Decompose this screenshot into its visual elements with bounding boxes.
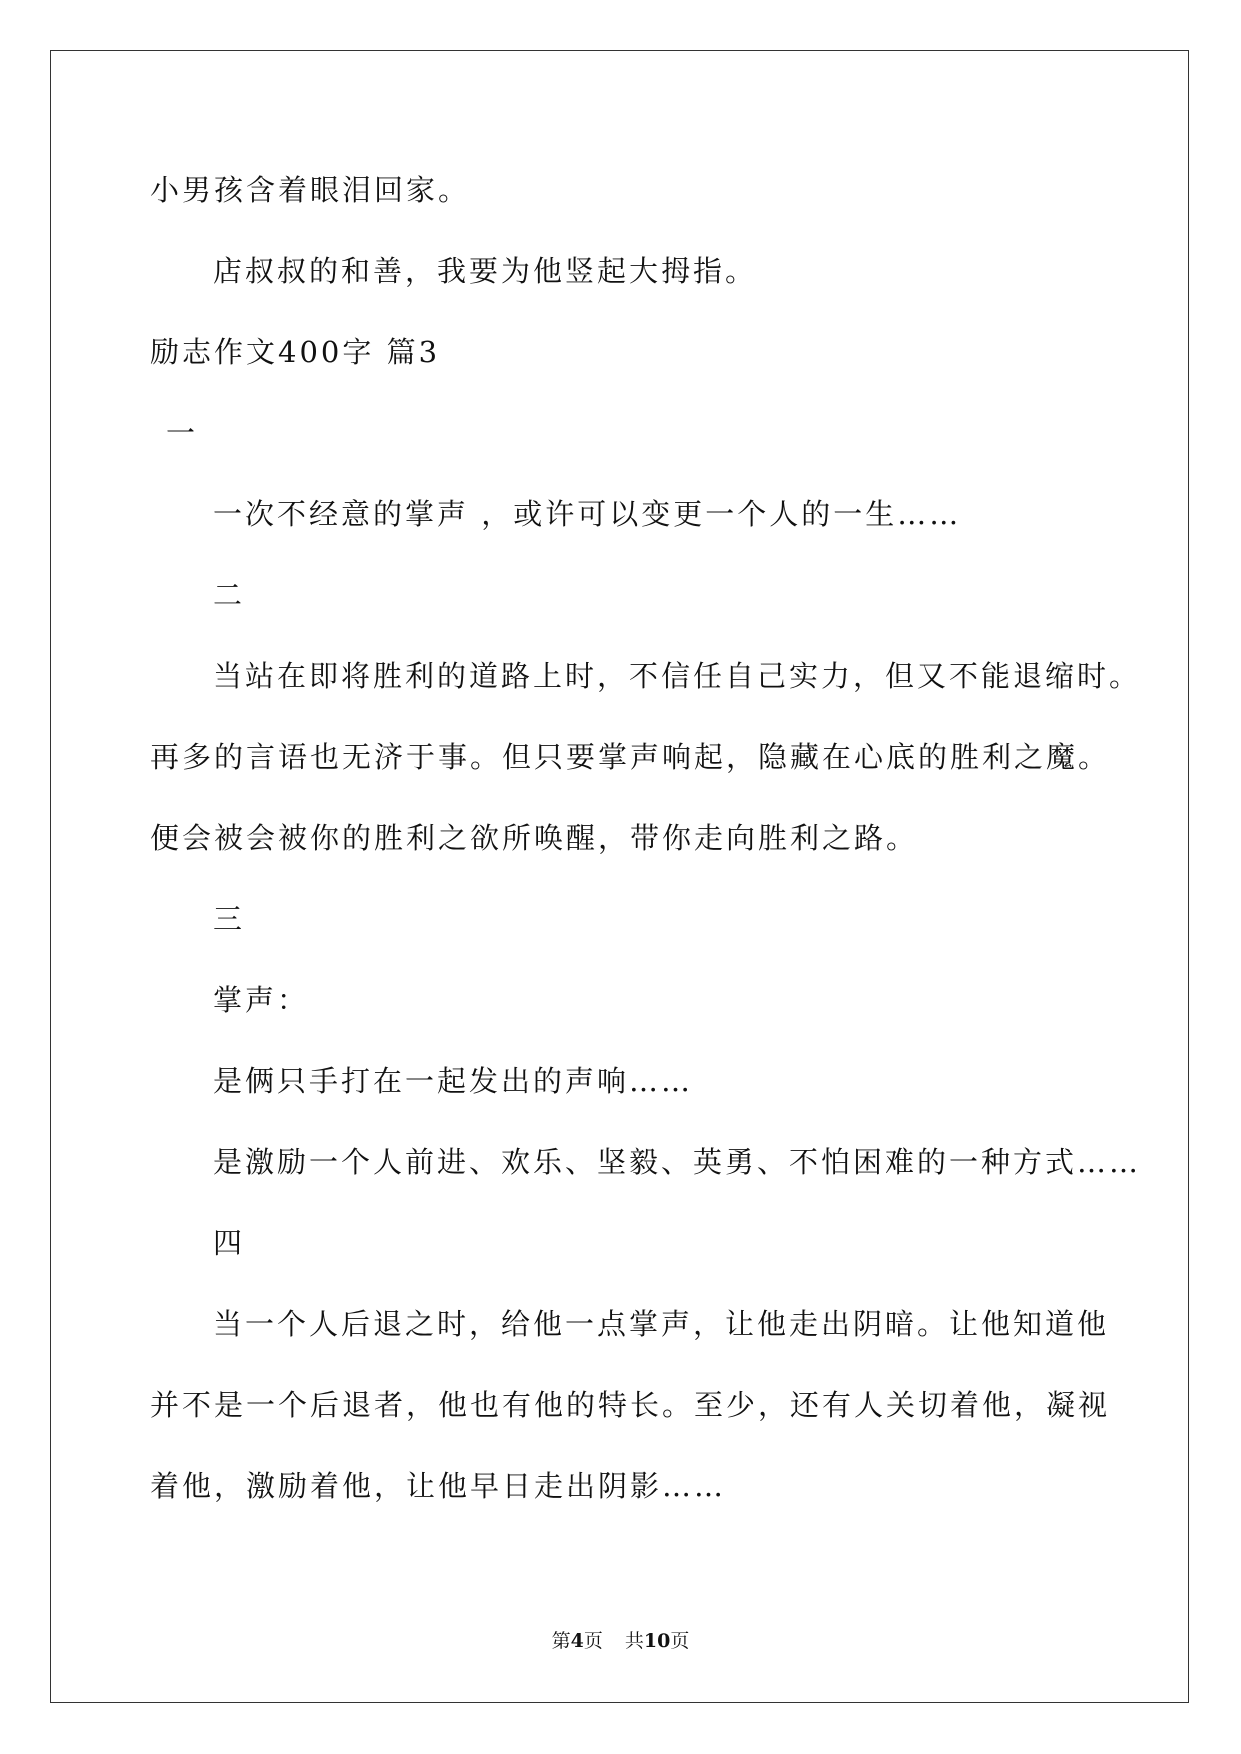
- paragraph-line: 当一个人后退之时，给他一点掌声，让他走出阴暗。让他知道他: [213, 1307, 1110, 1341]
- section-number: 四: [213, 1226, 246, 1260]
- page-footer: [0, 1626, 1241, 1653]
- page-prefix: 第: [551, 1630, 571, 1652]
- paragraph-line: 便会被会被你的胜利之欲所唤醒，带你走向胜利之路。: [150, 821, 919, 855]
- section-heading: 励志作文400字 篇3: [150, 335, 441, 369]
- section-number: 二: [213, 578, 246, 612]
- paragraph-line: 是俩只手打在一起发出的声响……: [213, 1064, 694, 1098]
- total-suffix: 页: [670, 1630, 690, 1652]
- paragraph-line: 店叔叔的和善，我要为他竖起大拇指。: [213, 254, 758, 288]
- paragraph-line: 并不是一个后退者，他也有他的特长。至少，还有人关切着他，凝视: [150, 1388, 1111, 1422]
- paragraph-line: 当站在即将胜利的道路上时，不信任自己实力，但又不能退缩时。: [213, 659, 1142, 693]
- section-number: 一: [166, 416, 199, 450]
- paragraph-line: 小男孩含着眼泪回家。: [150, 173, 471, 207]
- paragraph-line: 掌声：: [213, 983, 310, 1017]
- page-suffix: 页: [583, 1630, 603, 1652]
- paragraph-line: 是激励一个人前进、欢乐、坚毅、英勇、不怕困难的一种方式……: [213, 1145, 1142, 1179]
- page-current: 4: [570, 1630, 584, 1652]
- page-total: 10: [643, 1630, 671, 1652]
- page-border: [50, 50, 1189, 1703]
- paragraph-line: 着他，激励着他，让他早日走出阴影……: [150, 1469, 727, 1503]
- paragraph-line: 一次不经意的掌声 ，或许可以变更一个人的一生……: [213, 497, 962, 531]
- total-prefix: 共: [624, 1630, 644, 1652]
- section-number: 三: [213, 902, 246, 936]
- paragraph-line: 再多的言语也无济于事。但只要掌声响起，隐藏在心底的胜利之魔。: [150, 740, 1111, 774]
